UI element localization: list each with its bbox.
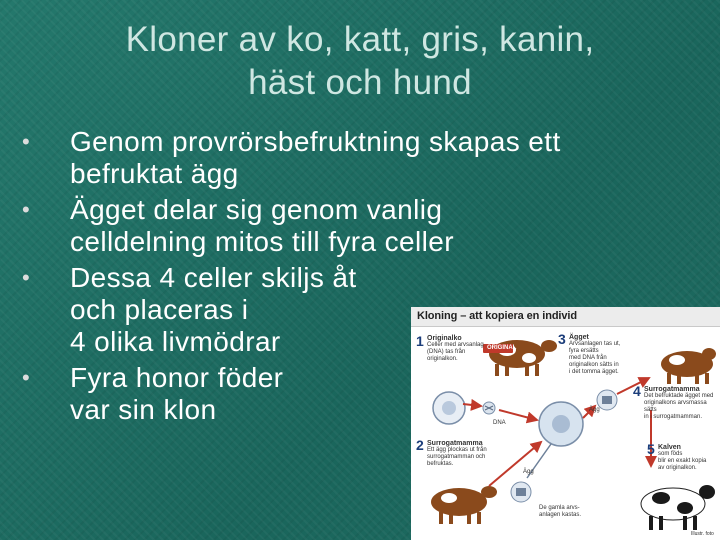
- bullet-text: 4 olika livmödrar: [70, 326, 281, 357]
- step-5-number: 5: [647, 441, 655, 457]
- bullet-marker: •: [22, 197, 31, 222]
- bullet-text: Genom provrörsbefruktning skapas ett: [70, 126, 561, 157]
- egg-label-top: Ägg: [589, 407, 600, 413]
- bullet-text: celldelning mitos till fyra celler: [70, 226, 454, 257]
- title-line-1: Kloner av ko, katt, gris, kanin,: [125, 20, 595, 59]
- bullet-text: var sin klon: [70, 394, 217, 425]
- dna-icon: [483, 402, 495, 414]
- bullet-marker: •: [22, 129, 31, 154]
- discarded-dna-icon: [511, 482, 531, 502]
- step-3-number: 3: [558, 331, 566, 347]
- slide-title: [40, 18, 680, 104]
- illustration-title: Kloning – att kopiera en individ: [417, 310, 577, 322]
- bullet-marker: •: [22, 265, 31, 290]
- surrogate-cow-top-icon: [661, 348, 716, 384]
- original-badge-text: ORIGINAL: [487, 345, 517, 351]
- step-5-text: Kalven som föds blir en exakt kopia av originalkon.: [658, 444, 707, 471]
- cell-icon: [433, 392, 465, 424]
- dna-label: DNA: [493, 420, 506, 426]
- step-3-text: Ägget Arvsanlagen tas ut, fyra ersätts med DNA från originalkon sätts in i det tomma ägget.: [569, 334, 621, 375]
- step-2-text: Surrogatmamma Ett ägg plockas ut från surrogatmamman och befruktas.: [427, 440, 487, 467]
- bullet-text: befruktat ägg: [70, 158, 239, 189]
- illustration-header: [411, 307, 720, 327]
- step-4-number: 4: [633, 383, 641, 399]
- step-1-number: 1: [416, 333, 424, 349]
- cloning-illustration: [411, 307, 720, 540]
- title-line-2: häst och hund: [248, 63, 472, 102]
- bullet-text: Ägget delar sig genom vanlig: [70, 194, 443, 225]
- bullet-item: [22, 194, 682, 258]
- bullet-item: [22, 126, 682, 190]
- step-4-text: Surrogatmamma Det befruktade ägget med originalkons arvsmassa sätts in i surrogatmamman.: [644, 386, 714, 420]
- bullet-text: Fyra honor föder: [70, 362, 284, 393]
- egg-label-bottom: Ägg: [523, 469, 534, 475]
- bullet-marker: •: [22, 365, 31, 390]
- step-2-number: 2: [416, 437, 424, 453]
- discard-label: De gamla arvs- anlagen kastas.: [539, 505, 582, 518]
- egg-cell-icon: [539, 402, 583, 446]
- surrogate-cow-bottom-icon: [431, 486, 497, 524]
- bullet-text: Dessa 4 celler skiljs åt: [70, 262, 357, 293]
- illustration-credit: Illustr. foto: [691, 531, 714, 537]
- clone-calf-icon: [641, 485, 715, 530]
- fertilized-egg-icon: [597, 390, 617, 410]
- step-1-text: Originalko Celler med arvsanlag (DNA) tas från originalkon.: [427, 335, 484, 362]
- bullet-text: och placeras i: [70, 294, 249, 325]
